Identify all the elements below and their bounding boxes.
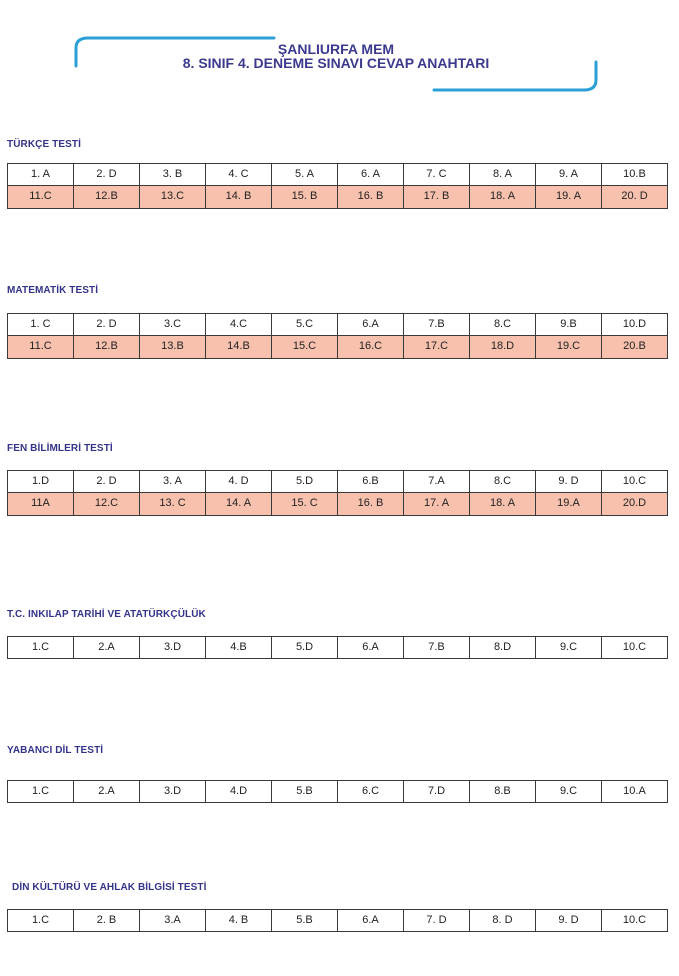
answer-cell: 5. A	[271, 163, 337, 186]
answer-cell: 15. B	[271, 186, 337, 209]
answer-cell: 2.A	[73, 636, 139, 659]
answer-cell: 9. D	[535, 470, 601, 493]
answer-cell: 17. A	[403, 493, 469, 516]
answer-cell: 10.C	[601, 636, 668, 659]
section-title-fen-bilimleri: FEN BİLİMLERİ TESTİ	[7, 443, 113, 454]
answer-cell: 18.D	[469, 336, 535, 359]
answer-cell: 13.B	[139, 336, 205, 359]
answer-cell: 19.C	[535, 336, 601, 359]
answer-cell: 1.C	[7, 780, 73, 803]
answer-cell: 9. A	[535, 163, 601, 186]
answer-cell: 17. B	[403, 186, 469, 209]
answer-row	[7, 186, 668, 209]
section-title-turkce: TÜRKÇE TESTİ	[7, 139, 81, 150]
answer-cell: 11.C	[7, 186, 73, 209]
answer-row	[7, 909, 668, 932]
answer-cell: 20.B	[601, 336, 668, 359]
answer-cell: 2. B	[73, 909, 139, 932]
answer-row	[7, 636, 668, 659]
answer-cell: 12.C	[73, 493, 139, 516]
answer-cell: 4.D	[205, 780, 271, 803]
answer-cell: 6. A	[337, 163, 403, 186]
answer-cell: 5.C	[271, 313, 337, 336]
answer-cell: 8.B	[469, 780, 535, 803]
answer-cell: 6.A	[337, 636, 403, 659]
answer-cell: 7.B	[403, 636, 469, 659]
answer-cell: 3.D	[139, 636, 205, 659]
answer-row	[7, 163, 668, 186]
answer-cell: 9. D	[535, 909, 601, 932]
answer-cell: 3. B	[139, 163, 205, 186]
answer-cell: 10.A	[601, 780, 668, 803]
answer-row	[7, 470, 668, 493]
answer-cell: 5.D	[271, 636, 337, 659]
answer-cell: 1.C	[7, 636, 73, 659]
answer-cell: 4. C	[205, 163, 271, 186]
answer-row	[7, 780, 668, 803]
answer-cell: 2. D	[73, 470, 139, 493]
section-title-yabanci-dil: YABANCI DİL TESTİ	[7, 745, 104, 756]
answer-cell: 16. B	[337, 186, 403, 209]
answer-cell: 10.B	[601, 163, 668, 186]
answer-cell: 19.A	[535, 493, 601, 516]
answer-cell: 2. D	[73, 313, 139, 336]
answer-cell: 14. A	[205, 493, 271, 516]
header-banner	[74, 36, 598, 92]
header-title-line1: ŞANLIURFA MEM	[277, 41, 395, 57]
answer-cell: 7.A	[403, 470, 469, 493]
answer-cell: 5.B	[271, 909, 337, 932]
answer-cell: 12.B	[73, 186, 139, 209]
answer-cell: 1. C	[7, 313, 73, 336]
answer-cell: 11.C	[7, 336, 73, 359]
section-title-inkilap-tarihi: T.C. INKILAP TARİHİ VE ATATÜRKÇÜLÜK	[7, 609, 206, 620]
answer-cell: 7. C	[403, 163, 469, 186]
answer-cell: 17.C	[403, 336, 469, 359]
answer-cell: 16. B	[337, 493, 403, 516]
answer-cell: 15. C	[271, 493, 337, 516]
answer-cell: 14. B	[205, 186, 271, 209]
answer-cell: 8. A	[469, 163, 535, 186]
answer-cell: 3. A	[139, 470, 205, 493]
answer-cell: 13.C	[139, 186, 205, 209]
answer-row	[7, 336, 668, 359]
answer-cell: 2.A	[73, 780, 139, 803]
answer-cell: 2. D	[73, 163, 139, 186]
section-title-matematik: MATEMATİK TESTİ	[7, 285, 99, 296]
answer-cell: 5.B	[271, 780, 337, 803]
answer-cell: 12.B	[73, 336, 139, 359]
answer-cell: 1.D	[7, 470, 73, 493]
answer-cell: 4. B	[205, 909, 271, 932]
answer-cell: 5.D	[271, 470, 337, 493]
answer-cell: 13. C	[139, 493, 205, 516]
answer-cell: 8.C	[469, 470, 535, 493]
answer-cell: 7.D	[403, 780, 469, 803]
answer-cell: 3.D	[139, 780, 205, 803]
answer-cell: 10.C	[601, 909, 668, 932]
answer-cell: 20. D	[601, 186, 668, 209]
section-title-din-kulturu: DİN KÜLTÜRÜ VE AHLAK BİLGİSİ TESTİ	[12, 882, 207, 893]
answer-cell: 9.C	[535, 780, 601, 803]
answer-cell: 10.D	[601, 313, 668, 336]
header-title-line2: 8. SINIF 4. DENEME SINAVI CEVAP ANAHTARI	[182, 55, 490, 71]
answer-cell: 3.C	[139, 313, 205, 336]
answer-cell: 11A	[7, 493, 73, 516]
answer-cell: 4.B	[205, 636, 271, 659]
answer-cell: 1. A	[7, 163, 73, 186]
answer-cell: 20.D	[601, 493, 668, 516]
answer-cell: 1.C	[7, 909, 73, 932]
answer-row	[7, 493, 668, 516]
answer-cell: 18. A	[469, 493, 535, 516]
answer-row	[7, 313, 668, 336]
answer-cell: 7. D	[403, 909, 469, 932]
answer-cell: 6.A	[337, 313, 403, 336]
answer-cell: 19. A	[535, 186, 601, 209]
answer-cell: 18. A	[469, 186, 535, 209]
answer-cell: 6.B	[337, 470, 403, 493]
answer-cell: 9.C	[535, 636, 601, 659]
answer-cell: 8.D	[469, 636, 535, 659]
answer-cell: 7.B	[403, 313, 469, 336]
answer-cell: 9.B	[535, 313, 601, 336]
answer-cell: 10.C	[601, 470, 668, 493]
answer-cell: 4. D	[205, 470, 271, 493]
answer-cell: 6.C	[337, 780, 403, 803]
answer-cell: 14.B	[205, 336, 271, 359]
answer-cell: 8. D	[469, 909, 535, 932]
answer-cell: 3.A	[139, 909, 205, 932]
answer-cell: 6.A	[337, 909, 403, 932]
answer-cell: 16.C	[337, 336, 403, 359]
answer-cell: 15.C	[271, 336, 337, 359]
answer-cell: 8.C	[469, 313, 535, 336]
answer-cell: 4.C	[205, 313, 271, 336]
